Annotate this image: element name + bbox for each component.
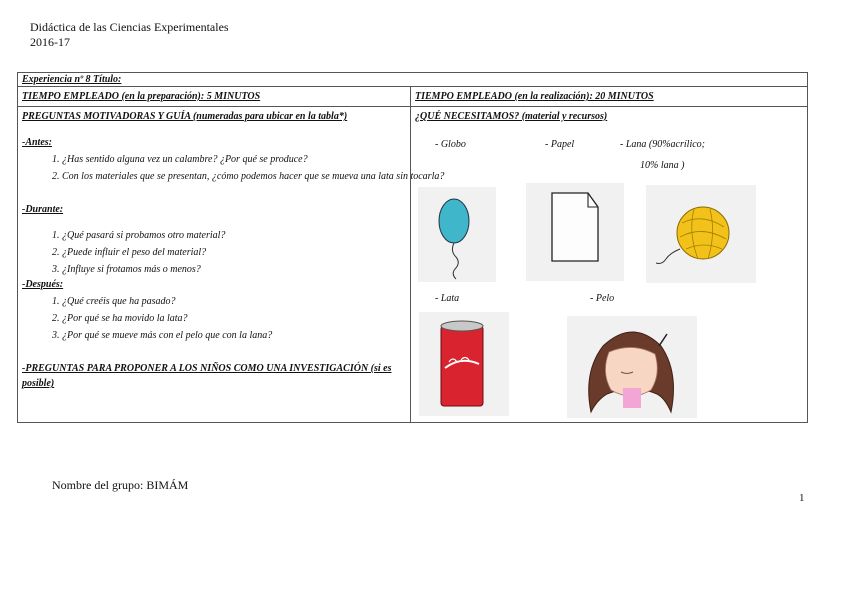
list-item: 2. ¿Por qué se ha movido la lata? <box>62 310 447 327</box>
despues-label: -Después: <box>22 279 64 290</box>
can-drawing <box>419 312 509 416</box>
list-item: 1. ¿Qué creéis que ha pasado? <box>62 293 447 310</box>
page-number: 1 <box>799 492 805 504</box>
course-year: 2016-17 <box>30 35 70 49</box>
materials-cell <box>411 107 808 423</box>
material-lana-composition: 10% lana ) <box>640 160 685 171</box>
material-papel: - Papel <box>545 139 575 150</box>
materials-heading: ¿QUÉ NECESITAMOS? (material y recursos) <box>415 111 608 122</box>
questions-cell <box>18 107 445 423</box>
time-preparation: TIEMPO EMPLEADO (en la preparación): 5 MINUTOS <box>18 87 411 107</box>
despues-list <box>22 293 447 344</box>
list-item: 1. ¿Qué pasará si probamos otro material? <box>62 227 447 244</box>
material-lana: - Lana (90%acrílico; <box>620 139 705 150</box>
questions-heading: PREGUNTAS MOTIVADORAS Y GUÍA (numeradas para ubicar en la tabla*) <box>22 111 348 122</box>
document-header <box>30 20 229 50</box>
material-lata: - Lata <box>435 293 460 304</box>
list-item: 2. ¿Puede influir el peso del material? <box>62 244 447 261</box>
investigation-heading: -PREGUNTAS PARA PROPONER A LOS NIÑOS COMO UNA INVESTIGACIÓN (si es posible) <box>22 363 392 389</box>
group-name: Nombre del grupo: BIMÁM <box>52 478 189 492</box>
list-item: 3. ¿Influye si frotamos más o menos? <box>62 261 447 278</box>
material-pelo: - Pelo <box>590 293 615 304</box>
list-item: 3. ¿Por qué se mueve más con el pelo que con la lana? <box>62 327 447 344</box>
paper-drawing <box>526 183 624 281</box>
yarn-drawing <box>646 185 756 283</box>
antes-list <box>22 151 447 185</box>
durante-list <box>22 227 447 278</box>
list-item: 2. Con los materiales que se presentan, ¿cómo podemos hacer que se mueva una lata sin tocarla? <box>62 168 447 185</box>
experiment-table <box>17 72 808 423</box>
durante-label: -Durante: <box>22 204 64 215</box>
experiment-title-cell: Experiencia nº 8 Título: <box>18 73 808 87</box>
balloon-drawing <box>418 187 496 282</box>
antes-label: -Antes: <box>22 137 52 148</box>
course-name: Didáctica de las Ciencias Experimentales <box>30 20 229 34</box>
time-realization: TIEMPO EMPLEADO (en la realización): 20 MINUTOS <box>411 87 808 107</box>
hair-drawing <box>567 316 697 418</box>
list-item: 1. ¿Has sentido alguna vez un calambre? ¿Por qué se produce? <box>62 151 447 168</box>
material-globo: - Globo <box>435 139 466 150</box>
